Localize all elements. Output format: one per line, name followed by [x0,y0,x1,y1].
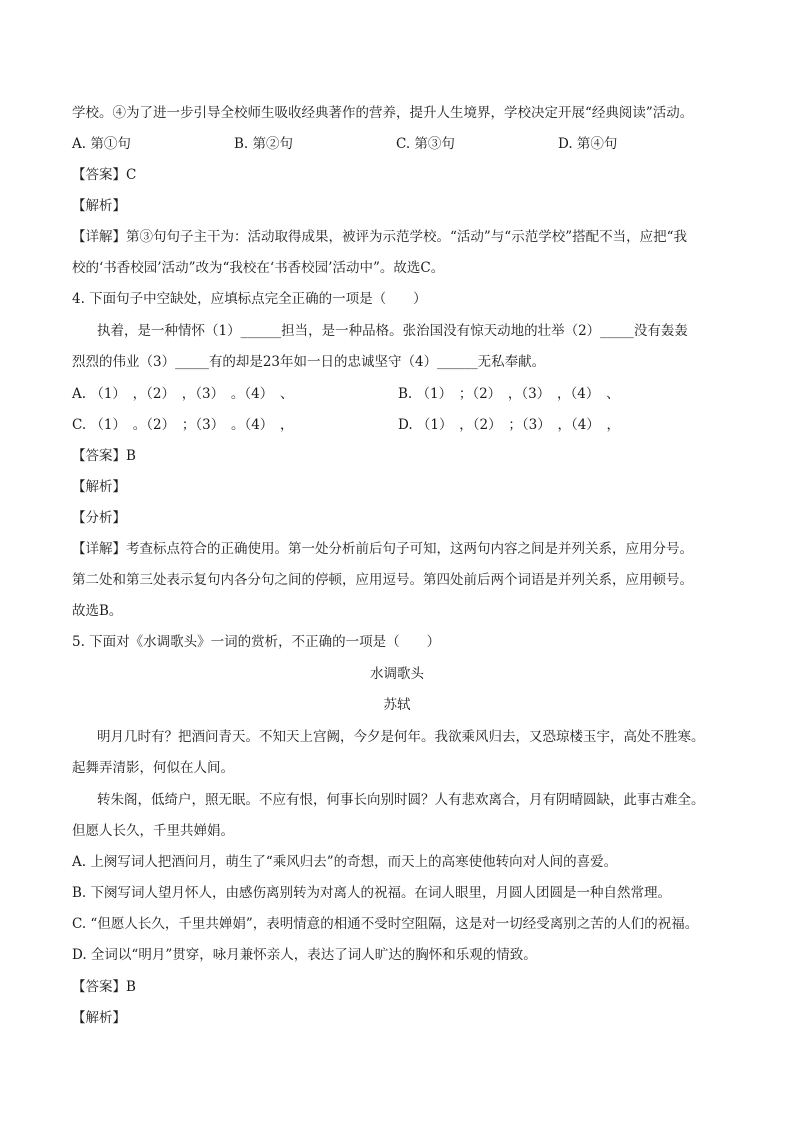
poem-line-1: 明月几时有？把酒问青天。不知天上宫阙，今夕是何年。我欲乘风归去，又恐琼楼玉宇，高处不胜寒。 [97,729,705,745]
q4-option-c: C. （1） 。（2） ；（3） 。（4） ， [72,417,294,433]
q3-option-b: B. 第②句 [234,136,294,152]
q5-stem: 5. 下面对《水调歌头》一词的赏析，不正确的一项是（ ） [72,634,441,650]
q5-option-d: D. 全词以“明月”贯穿，咏月兼怀亲人，表达了词人旷达的胸怀和乐观的情致。 [72,947,537,963]
q3-stem-tail: 学校。④为了进一步引导全校师生吸收经典著作的营养，提升人生境界，学校决定开展“经典阅读”活动。 [72,105,694,121]
detail-text: 考查标点符合的正确使用。第一处分析前后句子可知，这两句内容之间是并列关系，应用分号。 [126,541,693,557]
answer-value: B [126,979,136,995]
q3-option-d: D. 第④句 [558,136,618,152]
q4-detail-line-2: 第二处和第三处表示复句内各分句之间的停顿，应用逗号。第四处前后两个词语是并列关系，应用顿号。 [72,572,693,588]
q4-detail-line-1 [72,539,732,559]
poem-line-4: 但愿人长久，千里共婵娟。 [72,823,234,839]
q4-options-row-1 [72,384,732,404]
q3-analysis-tag: 【解析】 [72,198,126,214]
q3-options [72,134,732,154]
q3-option-c: C. 第③句 [396,136,455,152]
q4-option-d: D. （1） ，（2） ；（3） ，（4） ， [398,417,621,433]
q4-passage-line-2: 烈烈的伟业（3）_____有的却是23年如一日的忠诚坚守（4）______无私奉献。 [72,354,546,370]
detail-tag: 【详解】 [72,541,126,557]
q5-option-b: B. 下阕写词人望月怀人，由感伤离别转为对离人的祝福。在词人眼里，月圆人团圆是一种自然常理。 [72,885,672,901]
q4-option-a: A. （1） ，（2） ，（3） 。（4） 、 [72,386,294,402]
poem-author: 苏轼 [383,697,411,713]
q4-options-row-2 [72,415,732,435]
poem-line-2: 起舞弄清影，何似在人间。 [72,760,234,776]
q4-analysis-tag: 【解析】 [72,479,126,495]
q5-option-c: C. “但愿人长久，千里共婵娟”，表明情意的相通不受时空阻隔，这是对一切经受离别之苦的人们的祝福。 [72,916,699,932]
answer-tag: 【答案】 [72,167,126,183]
q5-analysis-tag: 【解析】 [72,1010,126,1026]
q4-option-b: B. （1） ；（2） ，（3） ，（4） 、 [398,386,620,402]
q3-answer [72,165,732,185]
answer-tag: 【答案】 [72,448,126,464]
q3-detail-line-1 [72,227,732,247]
q4-passage-line-1: 执着，是一种情怀（1）______担当，是一种品格。张治国没有惊天动地的壮举（2）_____没有轰轰 [97,323,688,339]
q4-fenxi-tag: 【分析】 [72,510,126,526]
q4-answer [72,446,732,466]
answer-tag: 【答案】 [72,979,126,995]
q3-detail-line-2: 校的‘书香校园’活动”改为“我校在‘书香校园’活动中”。故选C。 [72,260,445,276]
poem-title: 水调歌头 [370,666,424,682]
q5-option-a: A. 上阕写词人把酒问月，萌生了“乘风归去”的奇想，而天上的高寒使他转向对人间的喜爱。 [72,854,618,870]
answer-value: C [126,167,137,183]
poem-line-3: 转朱阁，低绮户，照无眠。不应有恨，何事长向别时圆？人有悲欢离合，月有阴晴圆缺，此事古难全。 [97,792,705,808]
q4-detail-line-3: 故选B。 [72,603,123,619]
detail-tag: 【详解】 [72,229,126,245]
q3-option-a: A. 第①句 [72,136,131,152]
detail-text: 第③句句子主干为：活动取得成果，被评为示范学校。“活动”与“示范学校”搭配不当，应把“我 [126,229,688,245]
answer-value: B [126,448,136,464]
q4-stem: 4. 下面句子中空缺处，应填标点完全正确的一项是（ ） [72,291,427,307]
q5-answer [72,977,732,997]
